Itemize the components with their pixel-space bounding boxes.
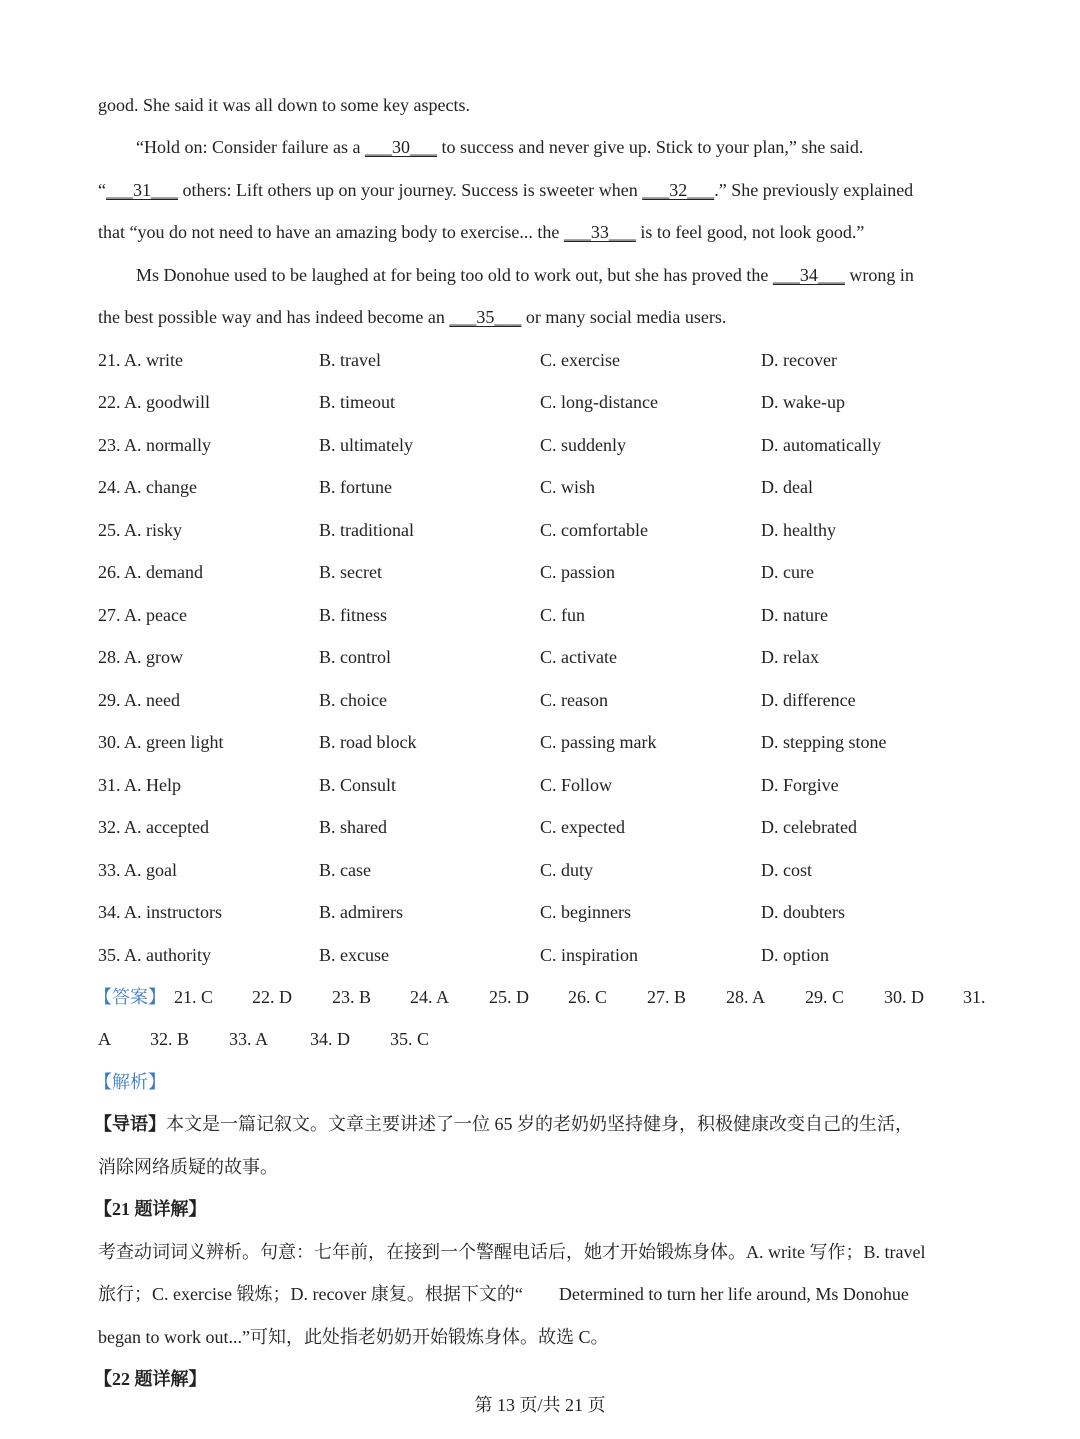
- option-row-31: [98, 773, 998, 797]
- blank-32: ___32___: [642, 180, 715, 200]
- passage-line-2: [136, 135, 863, 159]
- option-a: 28. A. grow: [98, 647, 183, 667]
- option-a: 35. A. authority: [98, 945, 211, 965]
- option-b: B. timeout: [319, 392, 395, 412]
- q21-label: 【21 题详解】: [94, 1199, 207, 1219]
- option-d: D. Forgive: [761, 775, 839, 795]
- option-d: D. doubters: [761, 902, 845, 922]
- option-c: C. passing mark: [540, 732, 657, 752]
- option-b: B. ultimately: [319, 435, 413, 455]
- answer-item: 32. B: [150, 1029, 190, 1049]
- option-d: D. celebrated: [761, 817, 857, 837]
- text: the best possible way and has indeed become an: [98, 307, 450, 327]
- option-b: B. fitness: [319, 605, 388, 625]
- blank-35: ___35___: [449, 307, 522, 327]
- option-a: 23. A. normally: [98, 435, 211, 455]
- option-a: 26. A. demand: [98, 562, 203, 582]
- option-b: B. shared: [319, 817, 387, 837]
- option-c: C. inspiration: [540, 945, 638, 965]
- answer-item: 33. A: [229, 1029, 269, 1049]
- q21-line-1: 考查动词词义辨析。句意：七年前，在接到一个警醒电话后，她才开始锻炼身体。A. write 写作；B. travel: [98, 1242, 926, 1262]
- passage-line-5: [136, 263, 914, 287]
- answer-item: 34. D: [310, 1029, 350, 1049]
- option-b: B. control: [319, 647, 391, 667]
- answer-item: 23. B: [332, 987, 372, 1007]
- text: Ms Donohue used to be laughed at for being too old to work out, but she has proved the: [136, 265, 773, 285]
- option-row-32: [98, 815, 998, 839]
- option-c: C. duty: [540, 860, 594, 880]
- option-d: D. automatically: [761, 435, 881, 455]
- option-a: 24. A. change: [98, 477, 197, 497]
- answer-item: 28. A: [726, 987, 766, 1007]
- analysis-label: 【解析】: [94, 1072, 166, 1092]
- option-b: B. case: [319, 860, 371, 880]
- option-b: B. travel: [319, 350, 381, 370]
- option-a: 25. A. risky: [98, 520, 183, 540]
- option-b: B. road block: [319, 732, 417, 752]
- guide-line-2: 消除网络质疑的故事。: [98, 1157, 278, 1177]
- text: that “you do not need to have an amazing body to exercise... the: [98, 222, 564, 242]
- answer-item: 27. B: [647, 987, 687, 1007]
- answer-item: 35. C: [390, 1029, 430, 1049]
- option-row-24: [98, 475, 998, 499]
- option-a: 29. A. need: [98, 690, 180, 710]
- option-a: 33. A. goal: [98, 860, 177, 880]
- option-c: C. fun: [540, 605, 585, 625]
- option-d: D. option: [761, 945, 830, 965]
- answer-item: 29. C: [805, 987, 845, 1007]
- option-d: D. wake-up: [761, 392, 845, 412]
- option-a: 27. A. peace: [98, 605, 187, 625]
- option-b: B. traditional: [319, 520, 414, 540]
- option-d: D. recover: [761, 350, 837, 370]
- option-row-27: [98, 603, 998, 627]
- option-a: 34. A. instructors: [98, 902, 222, 922]
- guide-text: 本文是一篇记叙文。文章主要讲述了一位 65 岁的老奶奶坚持健身，积极健康改变自己的生活，: [166, 1114, 913, 1134]
- blank-31: ___31___: [106, 180, 178, 200]
- option-c: C. long-distance: [540, 392, 658, 412]
- option-row-35: [98, 943, 998, 967]
- q21-line-2: 旅行；C. exercise 锻炼；D. recover 康复。根据下文的“ Determined to turn her life around, Ms Donohue: [98, 1284, 909, 1304]
- option-d: D. healthy: [761, 520, 836, 540]
- blank-33: ___33___: [563, 222, 636, 242]
- option-b: B. choice: [319, 690, 387, 710]
- option-c: C. activate: [540, 647, 617, 667]
- option-c: C. beginners: [540, 902, 631, 922]
- answer-item: 31.: [963, 987, 986, 1007]
- q22-label: 【22 题详解】: [94, 1369, 207, 1389]
- option-d: D. cure: [761, 562, 814, 582]
- q21-line-3: began to work out...”可知，此处指老奶奶开始锻炼身体。故选 C。: [98, 1327, 609, 1347]
- page-number: 第 13 页/共 21 页: [474, 1395, 606, 1415]
- guide-line-1: [94, 1112, 913, 1136]
- option-a: 30. A. green light: [98, 732, 224, 752]
- answer-item: 21. C: [174, 987, 214, 1007]
- text: .” She previously explained: [714, 180, 914, 200]
- option-c: C. wish: [540, 477, 596, 497]
- option-b: B. admirers: [319, 902, 403, 922]
- option-c: C. exercise: [540, 350, 620, 370]
- option-a: 32. A. accepted: [98, 817, 209, 837]
- text: “Hold on: Consider failure as a: [136, 137, 365, 157]
- option-row-33: [98, 858, 998, 882]
- option-c: C. Follow: [540, 775, 613, 795]
- option-c: C. comfortable: [540, 520, 648, 540]
- passage-line-3: [98, 178, 913, 202]
- option-c: C. reason: [540, 690, 608, 710]
- blank-34: ___34___: [772, 265, 845, 285]
- option-c: C. expected: [540, 817, 625, 837]
- option-row-30: [98, 730, 998, 754]
- option-row-34: [98, 900, 998, 924]
- passage-line-1: good. She said it was all down to some key aspects.: [98, 95, 470, 115]
- answer-item: A: [98, 1029, 111, 1049]
- option-d: D. relax: [761, 647, 819, 667]
- option-row-25: [98, 518, 998, 542]
- passage-line-6: [98, 305, 726, 329]
- answer-item: 24. A: [410, 987, 450, 1007]
- option-row-23: [98, 433, 998, 457]
- option-d: D. difference: [761, 690, 856, 710]
- option-b: B. fortune: [319, 477, 392, 497]
- option-c: C. passion: [540, 562, 616, 582]
- answer-item: 30. D: [884, 987, 924, 1007]
- option-row-21: [98, 348, 998, 372]
- blank-30: ___30___: [364, 137, 437, 157]
- option-d: D. nature: [761, 605, 828, 625]
- option-a: 31. A. Help: [98, 775, 181, 795]
- option-d: D. deal: [761, 477, 813, 497]
- option-a: 22. A. goodwill: [98, 392, 211, 412]
- answer-item: 26. C: [568, 987, 608, 1007]
- answer-item: 25. D: [489, 987, 529, 1007]
- option-a: 21. A. write: [98, 350, 183, 370]
- option-b: B. excuse: [319, 945, 389, 965]
- text: to success and never give up. Stick to your plan,” she said.: [436, 137, 864, 157]
- guide-label: 【导语】: [94, 1114, 166, 1134]
- option-d: D. cost: [761, 860, 812, 880]
- answer-item: 22. D: [252, 987, 292, 1007]
- answer-label: 【答案】: [94, 987, 166, 1007]
- text: wrong in: [844, 265, 914, 285]
- option-c: C. suddenly: [540, 435, 627, 455]
- text: others: Lift others up on your journey. Success is sweeter when: [178, 180, 643, 200]
- text: is to feel good, not look good.”: [635, 222, 865, 242]
- text: “: [98, 180, 106, 200]
- option-row-29: [98, 688, 998, 712]
- option-b: B. secret: [319, 562, 382, 582]
- option-row-26: [98, 560, 998, 584]
- text: or many social media users.: [521, 307, 727, 327]
- passage-line-4: [98, 220, 864, 244]
- option-row-28: [98, 645, 998, 669]
- option-b: B. Consult: [319, 775, 397, 795]
- option-row-22: [98, 390, 998, 414]
- option-d: D. stepping stone: [761, 732, 887, 752]
